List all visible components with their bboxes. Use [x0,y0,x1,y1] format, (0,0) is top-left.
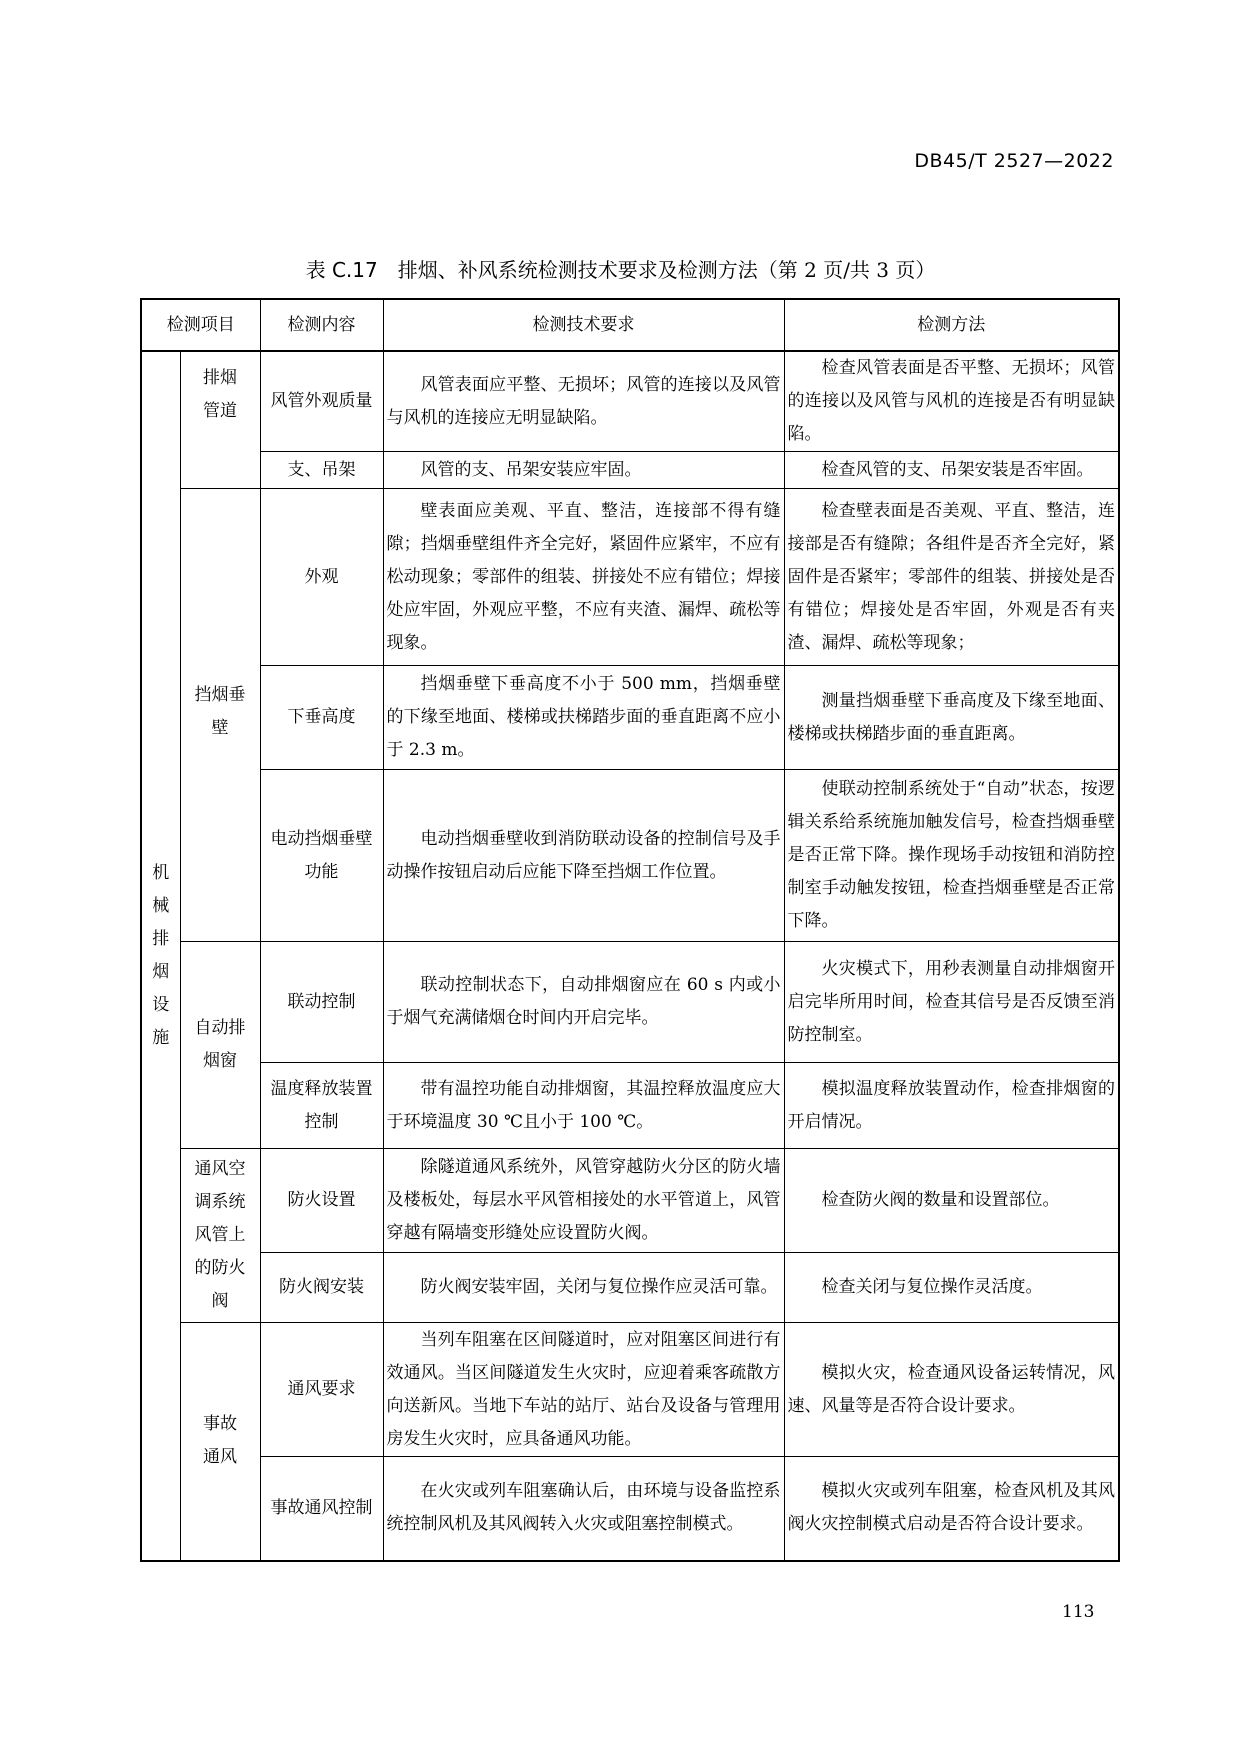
table-title-page: （第 2 页/共 3 页） [757,258,936,282]
table-row [141,1063,1119,1149]
content-cell: 电动挡烟垂壁 功能 [260,770,383,942]
content-cell: 下垂高度 [260,666,383,770]
method-cell: 火灾模式下，用秒表测量自动排烟窗开启完毕所用时间，检查其信号是否反馈至消防控制室。 [784,942,1119,1063]
requirement-cell: 防火阀安装牢固，关闭与复位操作应灵活可靠。 [383,1253,784,1323]
content-cell: 外观 [260,489,383,666]
table-row [141,666,1119,770]
table-row [141,1323,1119,1457]
standard-code: DB45/T 2527—2022 [914,150,1114,172]
method-cell: 检查壁表面是否美观、平直、整洁，连接部是否有缝隙；各组件是否齐全完好，紧固件是否紧牢；零部件的组装、拼接处是否有错位；焊接处是否牢固，外观是否有夹渣、漏焊、疏松等现象； [784,489,1119,666]
col-header-method: 检测方法 [784,299,1119,351]
table-row [141,1253,1119,1323]
content-cell: 通风要求 [260,1323,383,1457]
content-cell: 事故通风控制 [260,1457,383,1561]
requirement-cell: 风管的支、吊架安装应牢固。 [383,452,784,489]
col-header-requirement: 检测技术要求 [383,299,784,351]
method-cell: 使联动控制系统处于“自动”状态，按逻辑关系给系统施加触发信号，检查挡烟垂壁是否正常下降。操作现场手动按钮和消防控制室手动触发按钮，检查挡烟垂壁是否正常下降。 [784,770,1119,942]
table-row [141,1149,1119,1253]
table-row [141,489,1119,666]
group-cell: 挡烟垂 壁 [180,489,260,942]
requirement-cell: 风管表面应平整、无损坏；风管的连接以及风管与风机的连接应无明显缺陷。 [383,351,784,452]
table-row [141,1457,1119,1561]
requirement-cell: 带有温控功能自动排烟窗，其温控释放温度应大于环境温度 30 ℃且小于 100 ℃。 [383,1063,784,1149]
table-row [141,770,1119,942]
content-cell: 支、吊架 [260,452,383,489]
page-number: 113 [1062,1602,1095,1622]
requirement-cell: 联动控制状态下，自动排烟窗应在 60 s 内或小于烟气充满储烟仓时间内开启完毕。 [383,942,784,1063]
method-cell: 检查风管的支、吊架安装是否牢固。 [784,452,1119,489]
requirement-cell: 壁表面应美观、平直、整洁，连接部不得有缝隙；挡烟垂壁组件齐全完好，紧固件应紧牢，不应有松动现象；零部件的组装、拼接处不应有错位；焊接处应牢固，外观应平整，不应有夹渣、漏焊、疏松等现象。 [383,489,784,666]
table-header-row [141,299,1119,351]
col-header-content: 检测内容 [260,299,383,351]
method-cell: 检查防火阀的数量和设置部位。 [784,1149,1119,1253]
requirement-cell: 电动挡烟垂壁收到消防联动设备的控制信号及手动操作按钮启动后应能下降至挡烟工作位置。 [383,770,784,942]
group-cell: 排烟 管道 [180,351,260,489]
content-cell: 防火阀安装 [260,1253,383,1323]
group-cell: 自动排 烟窗 [180,942,260,1149]
requirement-cell: 除隧道通风系统外，风管穿越防火分区的防火墙及楼板处，每层水平风管相接处的水平管道上，风管穿越有隔墙变形缝处应设置防火阀。 [383,1149,784,1253]
method-cell: 模拟温度释放装置动作，检查排烟窗的开启情况。 [784,1063,1119,1149]
requirement-cell: 在火灾或列车阻塞确认后，由环境与设备监控系统控制风机及其风阀转入火灾或阻塞控制模式。 [383,1457,784,1561]
content-cell: 联动控制 [260,942,383,1063]
requirement-cell: 挡烟垂壁下垂高度不小于 500 mm，挡烟垂壁的下缘至地面、楼梯或扶梯踏步面的垂直距离不应小于 2.3 m。 [383,666,784,770]
table-row [141,351,1119,452]
table-title-main: 表 C.17 排烟、补风系统检测技术要求及检测方法 [305,258,758,282]
spec-table [140,298,1120,1562]
method-cell: 检查风管表面是否平整、无损坏；风管的连接以及风管与风机的连接是否有明显缺陷。 [784,351,1119,452]
content-cell: 温度释放装置 控制 [260,1063,383,1149]
col-header-item: 检测项目 [141,299,260,351]
content-cell: 风管外观质量 [260,351,383,452]
category-cell: 机 械 排 烟 设 施 [141,351,180,1561]
requirement-cell: 当列车阻塞在区间隧道时，应对阻塞区间进行有效通风。当区间隧道发生火灾时，应迎着乘客疏散方向送新风。当地下车站的站厅、站台及设备与管理用房发生火灾时，应具备通风功能。 [383,1323,784,1457]
table-title [0,254,1241,283]
method-cell: 模拟火灾或列车阻塞，检查风机及其风阀火灾控制模式启动是否符合设计要求。 [784,1457,1119,1561]
group-cell: 通风空 调系统 风管上 的防火 阀 [180,1149,260,1323]
method-cell: 检查关闭与复位操作灵活度。 [784,1253,1119,1323]
table-row [141,942,1119,1063]
method-cell: 模拟火灾，检查通风设备运转情况，风速、风量等是否符合设计要求。 [784,1323,1119,1457]
content-cell: 防火设置 [260,1149,383,1253]
group-cell: 事故 通风 [180,1323,260,1561]
method-cell: 测量挡烟垂壁下垂高度及下缘至地面、楼梯或扶梯踏步面的垂直距离。 [784,666,1119,770]
table-row [141,452,1119,489]
